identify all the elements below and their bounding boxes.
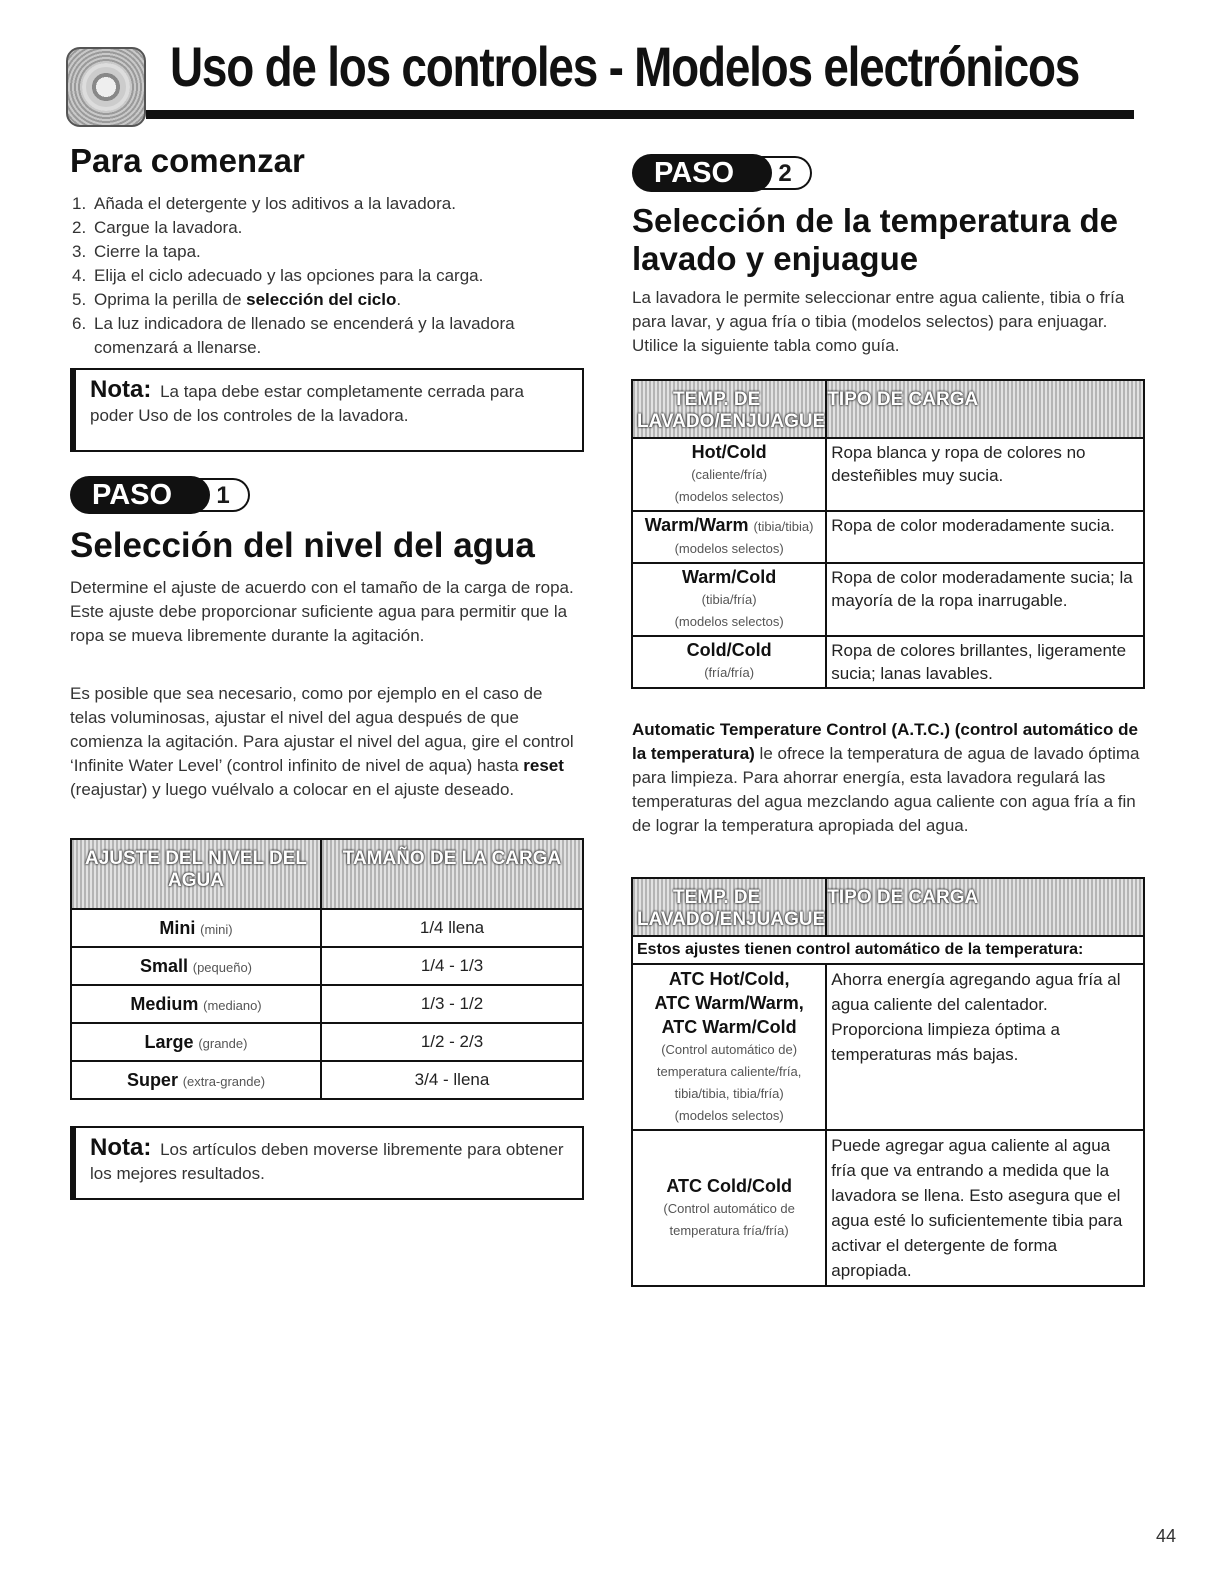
table-cell: Ropa blanca y ropa de colores no desteñibles muy sucia. — [826, 438, 1144, 511]
step-number: 5. — [72, 290, 87, 309]
paragraph-text: Es posible que sea necesario, como por ejemplo en el caso de telas voluminosas, ajustar el nivel del agua después de que comienza la agitación. Para ajustar el nivel del agua, gire el control ‘Infinite Water Level’ (control infinito de nivel de aqua) hasta — [70, 684, 574, 775]
step-text — [94, 288, 401, 312]
steps-list — [72, 192, 572, 360]
table-row — [71, 909, 583, 947]
section-heading-temperature: Selección de la temperatura de lavado y enjuague — [632, 202, 1119, 277]
step-text: Cierre la tapa. — [94, 242, 201, 261]
table-cell: 3/4 - llena — [321, 1061, 583, 1099]
table-row — [632, 1130, 1144, 1286]
atc-note: tibia/tibia, tibia/fría) — [674, 1086, 784, 1101]
note-label: Nota: — [90, 1134, 152, 1161]
header-line: TEMP. DE — [673, 389, 761, 410]
table-header: AJUSTE DEL NIVEL DEL AGUA — [71, 839, 321, 909]
list-item — [72, 192, 572, 216]
intro-heading: Para comenzar — [70, 142, 305, 179]
temp-note: (tibia/fría) — [701, 592, 757, 607]
temp-note: (tibia/tibia) — [753, 519, 814, 534]
note-label: Nota: — [90, 376, 152, 403]
temp-name: Warm/Cold — [681, 567, 777, 587]
page-title: Uso de los controles - Modelos electrónicos — [170, 35, 1080, 98]
level-note: (mini) — [200, 921, 233, 937]
atc-paragraph — [632, 718, 1144, 838]
atc-name: ATC Warm/Warm, — [654, 993, 804, 1013]
table-row — [632, 964, 1144, 1130]
list-item — [72, 312, 572, 360]
water-level-table — [70, 838, 584, 1100]
step-number: 1. — [72, 194, 87, 213]
header-line: LAVADO/ENJUAGUE — [637, 909, 826, 930]
temp-name — [637, 514, 821, 538]
atc-name: ATC Hot/Cold, — [668, 969, 790, 989]
atc-text: le ofrece la temperatura de agua de lavado óptima para limpieza. Para ahorrar energía, esta lavadora regulará las temperaturas del agua mezclando agua caliente con agua fría a fin de lograr la temperatura apropiada del agua. — [632, 744, 1140, 835]
list-item — [72, 264, 572, 288]
step-text-part: . — [396, 290, 402, 309]
atc-note: (Control automático de) — [661, 1042, 798, 1057]
table-cell: 1/4 llena — [321, 909, 583, 947]
table-cell: 1/2 - 2/3 — [321, 1023, 583, 1061]
note-box-lid — [70, 368, 584, 452]
table-cell: Ahorra energía agregando agua fría al agua caliente del calentador. Proporciona limpieza óptima a temperaturas más bajas. — [826, 964, 1144, 1130]
level-name: Large — [144, 1031, 194, 1052]
table-cell — [71, 947, 321, 985]
atc-note: (Control automático de — [663, 1201, 795, 1216]
temp-name: Cold/Cold — [686, 640, 772, 660]
table-span-cell: Estos ajustes tienen control automático de la temperatura: — [632, 936, 1144, 964]
temp-name-text: Warm/Warm — [644, 515, 749, 535]
header-line: LAVADO/ENJUAGUE — [637, 411, 826, 432]
table-cell: 1/3 - 1/2 — [321, 985, 583, 1023]
table-row — [71, 1061, 583, 1099]
atc-name: ATC Warm/Cold — [661, 1017, 797, 1037]
section-heading-water-level: Selección del nivel del agua — [70, 526, 535, 565]
table-cell: Ropa de color moderadamente sucia. — [826, 511, 1144, 563]
table-header — [632, 380, 826, 438]
table-cell — [632, 1130, 826, 1286]
step-text-part: Oprima la perilla de — [94, 290, 247, 309]
level-note: (mediano) — [203, 997, 262, 1013]
level-name: Super — [126, 1069, 178, 1090]
level-note: (pequeño) — [192, 959, 253, 975]
table-header-row — [632, 878, 1144, 936]
table-cell — [632, 563, 826, 636]
table-header-row — [632, 380, 1144, 438]
temp-name: Hot/Cold — [691, 442, 767, 462]
atc-name: ATC Cold/Cold — [666, 1176, 792, 1196]
table-row — [632, 936, 1144, 964]
atc-table — [631, 877, 1145, 1287]
step-badge-number: 2 — [760, 156, 812, 190]
table-cell: 1/4 - 1/3 — [321, 947, 583, 985]
step-number: 3. — [72, 242, 87, 261]
note-box-results — [70, 1126, 584, 1200]
temperature-table — [631, 379, 1145, 689]
table-header: TAMAÑO DE LA CARGA — [321, 839, 583, 909]
atc-note: temperatura caliente/fría, — [656, 1064, 802, 1079]
step-text: Cargue la lavadora. — [94, 218, 243, 237]
temp-note: (caliente/fría) — [691, 467, 768, 482]
temp-note: (fría/fría) — [704, 665, 755, 680]
table-header-row — [71, 839, 583, 909]
step-badge-number: 1 — [198, 478, 250, 512]
note-text: La tapa debe estar completamente cerrada para poder Uso de los controles de la lavadora. — [90, 382, 524, 425]
temp-note: (modelos selectos) — [674, 614, 784, 629]
controls-dial-icon — [66, 47, 146, 127]
paragraph-text: (reajustar) y luego vuélvalo a colocar en el ajuste deseado. — [70, 780, 515, 799]
table-row — [632, 438, 1144, 511]
temperature-intro-paragraph: La lavadora le permite seleccionar entre agua caliente, tibia o fría para lavar, y agua fría o tibia (modelos selectos) para enjuagar. Utilice la siguiente tabla como guía. — [632, 288, 1125, 355]
table-row — [632, 563, 1144, 636]
list-item — [72, 216, 572, 240]
step-number: 2. — [72, 218, 87, 237]
table-cell — [632, 438, 826, 511]
step-badge-label: PASO — [632, 154, 772, 192]
level-name: Small — [139, 955, 188, 976]
page-number: 44 — [1156, 1526, 1177, 1546]
atc-note: temperatura fría/fría) — [669, 1223, 789, 1238]
list-item — [72, 240, 572, 264]
step-text: Añada el detergente y los aditivos a la lavadora. — [94, 194, 456, 213]
table-row — [632, 511, 1144, 563]
table-cell — [71, 1061, 321, 1099]
level-note: (extra-grande) — [182, 1073, 266, 1089]
table-cell — [71, 985, 321, 1023]
table-cell — [71, 909, 321, 947]
atc-note: (modelos selectos) — [674, 1108, 784, 1123]
table-cell — [632, 964, 826, 1130]
table-row — [632, 636, 1144, 688]
table-cell: Ropa de color moderadamente sucia; la mayoría de la ropa inarrugable. — [826, 563, 1144, 636]
list-item — [72, 288, 572, 312]
title-rule — [146, 110, 1134, 119]
table-row — [71, 1023, 583, 1061]
table-row — [71, 985, 583, 1023]
step-text-bold: selección del ciclo — [246, 290, 397, 309]
table-cell — [71, 1023, 321, 1061]
table-header — [632, 878, 826, 936]
header-line: TEMP. DE — [673, 887, 761, 908]
note-text: Los artículos deben moverse libremente para obtener los mejores resultados. — [90, 1140, 564, 1183]
step-text: Elija el ciclo adecuado y las opciones para la carga. — [94, 266, 484, 285]
paragraph-bold: reset — [523, 756, 564, 775]
step-number: 4. — [72, 266, 87, 285]
level-name: Mini — [159, 917, 196, 938]
level-name: Medium — [130, 993, 199, 1014]
adjust-level-paragraph — [70, 682, 575, 802]
table-cell — [632, 511, 826, 563]
temp-note: (modelos selectos) — [674, 489, 784, 504]
table-cell: Puede agregar agua caliente al agua fría que va entrando a medida que la lavadora se llena. Esto asegura que el agua esté lo suficientemente tibia para activar el detergente de forma apropiada. — [826, 1130, 1144, 1286]
table-header: TIPO DE CARGA — [826, 878, 1144, 936]
temp-note: (modelos selectos) — [674, 541, 784, 556]
water-level-paragraph: Determine el ajuste de acuerdo con el tamaño de la carga de ropa. Este ajuste debe proporcionar suficiente agua para permitir que la ropa se mueva libremente durante la agitación. — [70, 578, 574, 645]
atc-bold: Automatic Temperature Control (A.T.C.) (control automático de la temperatura) — [632, 720, 1138, 763]
level-note: (grande) — [198, 1035, 248, 1051]
table-row — [71, 947, 583, 985]
table-cell: Ropa de colores brillantes, ligeramente sucia; lanas lavables. — [826, 636, 1144, 688]
step-number: 6. — [72, 314, 87, 333]
step-text: La luz indicadora de llenado se encenderá y la lavadora comenzará a llenarse. — [94, 314, 515, 357]
step-badge-label: PASO — [70, 476, 210, 514]
table-header: TIPO DE CARGA — [826, 380, 1144, 438]
table-cell — [632, 636, 826, 688]
